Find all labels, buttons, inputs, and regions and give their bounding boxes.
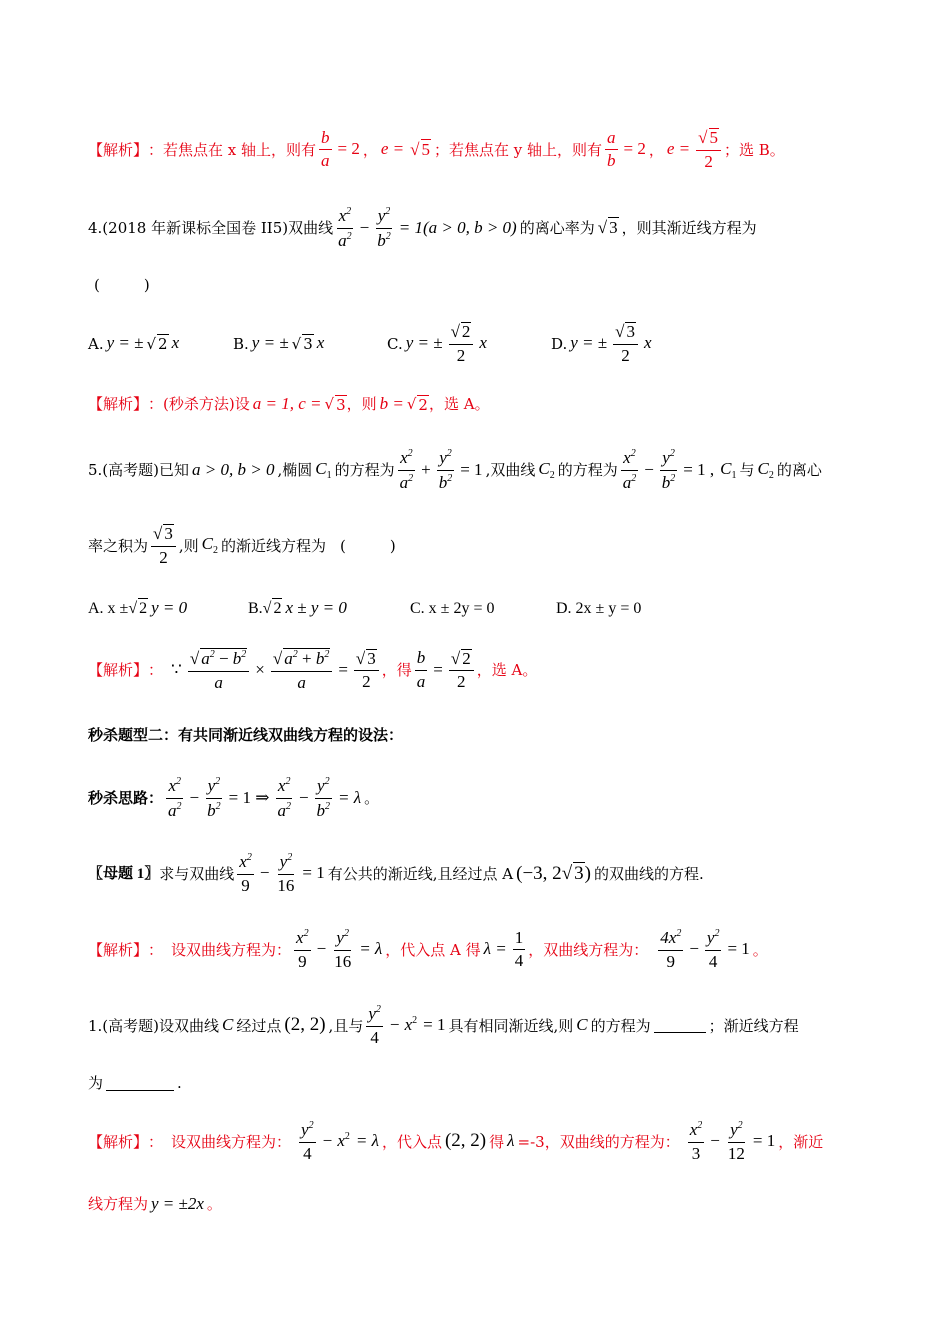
option-d[interactable]: D. y = ± $\frac{√ 3}{2}$ x: [551, 322, 652, 365]
answer-blank[interactable]: [654, 1018, 706, 1033]
option-d[interactable]: D. 2x ± y = 0: [556, 599, 642, 617]
sqrt-expression: √ 3: [597, 218, 618, 238]
options-q5: [88, 598, 880, 618]
option-b[interactable]: B. √ 2 x ± y = 0: [248, 598, 347, 618]
analysis-label: 【解析】: [88, 1132, 149, 1151]
sqrt-expression: √ 5: [410, 139, 431, 159]
analysis-q4: 【解析】 ： (秒杀方法)设 a = 1, c = √ 3 ，则 b = √ 2 ，选 A。: [88, 394, 490, 414]
section-heading: 秒杀题型二：有共同渐近线双曲线方程的设法：: [88, 726, 404, 744]
question-1-cont: 为 .: [88, 1074, 182, 1092]
question-5: 5.(高考题)已知 a > 0, b > 0 ,椭圆 $C_1$ 的方程为 $\frac{x^2}{a^2}$ + $\frac{y^2}{b^2}$ = 1 ,双曲线 $C_2$ 的方程为 $\frac{x^2}{a^2}$ − $\frac{y^2}{b^2}$ = 1 , $C_1$ 与 $C_2$ 的离心: [88, 448, 822, 492]
fraction: $\frac{x^2}{a^2}$: [338, 206, 352, 250]
analysis-q5: 【解析】 ： ∵ $\frac{√ a^2 - b^2}{a}$ × $\frac{√ a^2 + b^2}{a}$ = $\frac{√ 3}{2}$ ，得 $\frac{b}{a}$ = $\frac{√ 2}{2}$ ，选 A。: [88, 648, 538, 692]
answer-blank[interactable]: [106, 1076, 174, 1091]
analysis-label: 【解析】: [88, 395, 149, 414]
mother-problem-1: 〖母题 1〗 求与双曲线 $\frac{x^2}{9}$ − $\frac{y^2}{16}$ = 1 有公共的渐近线,且经过点 A (−3, 2√ 3) 的双曲线的方程.: [88, 852, 704, 895]
option-b[interactable]: B. y = ± √ 3 x: [233, 333, 325, 354]
analysis-label: 【解析】: [88, 940, 149, 959]
analysis-q1: 【解析】 ： 设双曲线方程为： $\frac{y^2}{4}$ − $x^2$ = λ ，代入点 (2, 2) 得 λ =-3，双曲线的方程为： $\frac{x^2}{3}$ − $\frac{y^2}{12}$ = 1 ，渐近: [88, 1120, 824, 1163]
question-1: 1.(高考题)设双曲线 C 经过点 (2, 2) ,且与 $\frac{y^2}{4}$ − $x^2$ = 1 具有相同渐近线,则 C 的方程为 ；渐近线方程: [88, 1004, 799, 1047]
fraction: $\frac{√ 5}{2}$: [696, 128, 721, 171]
options-q4: [88, 322, 880, 365]
question-5-cont: 率之积为 $\frac{√ 3}{2}$ ,则 $C_2$ 的渐近线方程为 ( ): [88, 524, 396, 567]
option-a[interactable]: A. x ± √ 2 y = 0: [88, 598, 188, 618]
option-c[interactable]: C. y = ± $\frac{√ 2}{2}$ x: [387, 322, 487, 365]
method-idea: 秒杀思路： $\frac{x^2}{a^2}$ − $\frac{y^2}{b^2}$ = 1 ⇒ $\frac{x^2}{a^2}$ − $\frac{y^2}{b^2}$ = λ 。: [88, 776, 380, 820]
analysis-mother-1: 【解析】 ： 设双曲线方程为： $\frac{x^2}{9}$ − $\frac{y^2}{16}$ = λ ，代入点 A 得 λ = $\frac{1}{4}$ ，双曲线方程为： $\frac{4x^2}{9}$ − $\frac{y^2}{4}$ = 1 。: [88, 927, 768, 971]
answer-paren: ( ): [94, 276, 150, 294]
analysis-q1-cont: 线方程为 y = ±2x 。: [88, 1194, 222, 1214]
analysis-label: 【解析】: [88, 140, 149, 159]
analysis-q3: 【解析】 ： 若焦点在 x 轴上，则有 $\frac{b}{a}$ = 2 ， e = √ 5 ；若焦点在 y 轴上，则有 $\frac{a}{b}$ = 2 ， e = $\frac{√ 5}{2}$ ；选 B。: [88, 127, 785, 171]
fraction: $\frac{b}{a}$: [321, 127, 330, 171]
option-a[interactable]: A. y = ± √ 2 x: [88, 333, 180, 354]
fraction: $\frac{y^2}{b^2}$: [377, 206, 391, 250]
fraction: $\frac{a}{b}$: [607, 127, 616, 171]
question-4: 4.(2018 年新课标全国卷 II5)双曲线 $\frac{x^2}{a^2}$ − $\frac{y^2}{b^2}$ = 1(a > 0, b > 0) 的离心率为 √ 3 ，则其渐近线方程为: [88, 206, 757, 250]
option-c[interactable]: C. x ± 2y = 0: [410, 599, 495, 617]
analysis-label: 【解析】: [88, 661, 149, 680]
